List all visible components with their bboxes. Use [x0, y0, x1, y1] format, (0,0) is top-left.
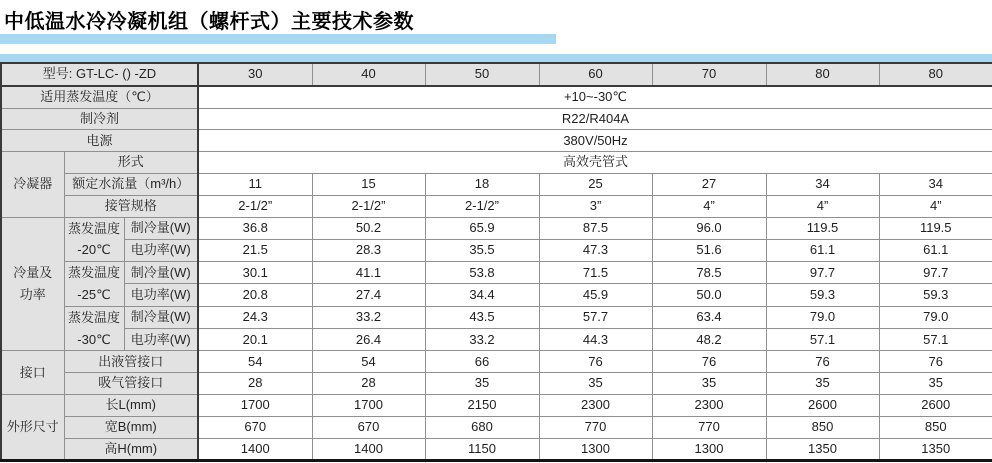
cool25-value-cell: 97.7	[766, 262, 879, 284]
pow30-value-cell: 20.1	[198, 329, 312, 351]
length-value-cell: 2150	[425, 394, 539, 416]
pipe-label: 接管规格	[64, 195, 198, 217]
cool30-value-cell: 79.0	[766, 306, 879, 328]
height-label: 高H(mm)	[64, 438, 198, 461]
power-label: 电功率(W)	[124, 239, 198, 261]
liquid-value-cell: 54	[198, 351, 312, 373]
model-header-cell: 50	[425, 63, 539, 86]
cool30-value-cell: 57.7	[539, 306, 652, 328]
power-label: 电功率(W)	[124, 284, 198, 306]
capacity-group-line1: 冷量及	[13, 265, 53, 281]
flow-value-cell: 15	[312, 173, 425, 195]
capacity-group-line2: 功率	[19, 286, 46, 302]
form-value: 高效壳管式	[198, 152, 992, 174]
flow-value-cell: 34	[766, 173, 879, 195]
liquid-value-cell: 66	[425, 351, 539, 373]
flow-value-cell: 34	[879, 173, 992, 195]
height-value-cell: 1350	[879, 438, 992, 461]
pow20-value-cell: 47.3	[539, 239, 652, 261]
pow25-value-cell: 50.0	[652, 284, 766, 306]
suction-value-cell: 35	[879, 373, 992, 395]
flow-value-cell: 11	[198, 173, 312, 195]
suction-value-cell: 35	[766, 373, 879, 395]
capacity-group-label	[1, 217, 64, 351]
row-condenser-form	[1, 152, 992, 174]
cool30-value-cell: 33.2	[312, 306, 425, 328]
power-label: 电功率(W)	[124, 329, 198, 351]
cool25-value-cell: 97.7	[879, 262, 992, 284]
row-refrigerant	[1, 108, 992, 130]
pow25-value-cell: 20.8	[198, 284, 312, 306]
height-value-cell: 1400	[198, 438, 312, 461]
height-value-cell: 1300	[539, 438, 652, 461]
length-value-cell: 1700	[312, 394, 425, 416]
cool20-value-cell: 119.5	[766, 217, 879, 239]
suction-value-cell: 28	[198, 373, 312, 395]
pow25-value-cell: 59.3	[766, 284, 879, 306]
pipe-value-cell: 4”	[766, 195, 879, 217]
evap-range-value: +10~-30℃	[198, 86, 992, 108]
cool25-value-cell: 41.1	[312, 262, 425, 284]
row-pow25	[1, 284, 992, 306]
row-cool25	[1, 262, 992, 284]
pow20-value-cell: 35.5	[425, 239, 539, 261]
evap-temp-20-value: -20℃	[77, 242, 111, 258]
pow20-value-cell: 21.5	[198, 239, 312, 261]
cool20-value-cell: 87.5	[539, 217, 652, 239]
width-value-cell: 770	[652, 416, 766, 438]
row-cool20	[1, 217, 992, 239]
width-label: 宽B(mm)	[64, 416, 198, 438]
liquid-value-cell: 76	[539, 351, 652, 373]
evap-temp-text: 蒸发温度	[67, 265, 120, 281]
interface-group-label: 接口	[1, 351, 64, 395]
row-liquid	[1, 351, 992, 373]
height-value-cell: 1300	[652, 438, 766, 461]
pow30-value-cell: 33.2	[425, 329, 539, 351]
evap-temp-20-label	[64, 217, 124, 262]
evap-temp-text: 蒸发温度	[67, 220, 120, 236]
row-width	[1, 416, 992, 438]
model-header-cell: 80	[879, 63, 992, 86]
power-supply-label: 电源	[1, 130, 198, 152]
row-models	[1, 63, 992, 86]
evap-temp-text: 蒸发温度	[67, 309, 120, 325]
liquid-value-cell: 54	[312, 351, 425, 373]
pipe-value-cell: 2-1/2”	[312, 195, 425, 217]
cooling-label: 制冷量(W)	[124, 306, 198, 328]
liquid-value-cell: 76	[652, 351, 766, 373]
model-header-cell: 80	[766, 63, 879, 86]
suction-value-cell: 35	[425, 373, 539, 395]
cool20-value-cell: 36.8	[198, 217, 312, 239]
height-value-cell: 1400	[312, 438, 425, 461]
evap-temp-25-label	[64, 262, 124, 307]
pow25-value-cell: 59.3	[879, 284, 992, 306]
pow20-value-cell: 28.3	[312, 239, 425, 261]
evap-range-label: 适用蒸发温度（℃）	[1, 86, 198, 108]
suction-label: 吸气管接口	[64, 373, 198, 395]
table-top-accent-bar	[0, 54, 992, 62]
cool20-value-cell: 50.2	[312, 217, 425, 239]
length-label: 长L(mm)	[64, 394, 198, 416]
pow30-value-cell: 44.3	[539, 329, 652, 351]
pow20-value-cell: 61.1	[879, 239, 992, 261]
model-header-cell: 40	[312, 63, 425, 86]
cooling-label: 制冷量(W)	[124, 217, 198, 239]
spec-table	[0, 62, 992, 462]
row-length	[1, 394, 992, 416]
pow30-value-cell: 57.1	[879, 329, 992, 351]
cool25-value-cell: 53.8	[425, 262, 539, 284]
row-suction	[1, 373, 992, 395]
cool20-value-cell: 119.5	[879, 217, 992, 239]
row-power-supply	[1, 130, 992, 152]
suction-value-cell: 35	[539, 373, 652, 395]
evap-temp-25-value: -25℃	[77, 286, 111, 302]
height-value-cell: 1150	[425, 438, 539, 461]
model-label: 型号: GT-LC- () -ZD	[1, 63, 198, 86]
pow30-value-cell: 57.1	[766, 329, 879, 351]
row-flow	[1, 173, 992, 195]
flow-label: 额定水流量（m³/h）	[64, 173, 198, 195]
cool20-value-cell: 96.0	[652, 217, 766, 239]
liquid-label: 出液管接口	[64, 351, 198, 373]
width-value-cell: 670	[198, 416, 312, 438]
length-value-cell: 2600	[879, 394, 992, 416]
flow-value-cell: 25	[539, 173, 652, 195]
row-height	[1, 438, 992, 461]
length-value-cell: 1700	[198, 394, 312, 416]
model-header-cell: 70	[652, 63, 766, 86]
width-value-cell: 770	[539, 416, 652, 438]
pipe-value-cell: 3”	[539, 195, 652, 217]
cooling-label: 制冷量(W)	[124, 262, 198, 284]
liquid-value-cell: 76	[766, 351, 879, 373]
height-value-cell: 1350	[766, 438, 879, 461]
width-value-cell: 850	[879, 416, 992, 438]
evap-temp-30-label	[64, 306, 124, 351]
flow-value-cell: 27	[652, 173, 766, 195]
row-pow20	[1, 239, 992, 261]
cool25-value-cell: 78.5	[652, 262, 766, 284]
cool30-value-cell: 43.5	[425, 306, 539, 328]
pipe-value-cell: 4”	[879, 195, 992, 217]
model-header-cell: 30	[198, 63, 312, 86]
pow20-value-cell: 51.6	[652, 239, 766, 261]
width-value-cell: 670	[312, 416, 425, 438]
refrigerant-label: 制冷剂	[1, 108, 198, 130]
row-pipe	[1, 195, 992, 217]
cool20-value-cell: 65.9	[425, 217, 539, 239]
cool30-value-cell: 79.0	[879, 306, 992, 328]
pow30-value-cell: 48.2	[652, 329, 766, 351]
row-evap-range	[1, 86, 992, 108]
refrigerant-value: R22/R404A	[198, 108, 992, 130]
cool30-value-cell: 24.3	[198, 306, 312, 328]
condenser-group-label: 冷凝器	[1, 152, 64, 217]
pow20-value-cell: 61.1	[766, 239, 879, 261]
power-supply-value: 380V/50Hz	[198, 130, 992, 152]
flow-value-cell: 18	[425, 173, 539, 195]
page-title: 中低温水冷冷凝机组（螺杆式）主要技术参数	[4, 11, 414, 33]
pow25-value-cell: 34.4	[425, 284, 539, 306]
width-value-cell: 850	[766, 416, 879, 438]
dims-group-label: 外形尺寸	[1, 394, 64, 460]
cool25-value-cell: 30.1	[198, 262, 312, 284]
row-pow30	[1, 329, 992, 351]
pow25-value-cell: 45.9	[539, 284, 652, 306]
length-value-cell: 2300	[652, 394, 766, 416]
cool30-value-cell: 63.4	[652, 306, 766, 328]
suction-value-cell: 28	[312, 373, 425, 395]
length-value-cell: 2600	[766, 394, 879, 416]
form-label: 形式	[64, 152, 198, 174]
pipe-value-cell: 2-1/2”	[198, 195, 312, 217]
liquid-value-cell: 76	[879, 351, 992, 373]
row-cool30	[1, 306, 992, 328]
pow25-value-cell: 27.4	[312, 284, 425, 306]
length-value-cell: 2300	[539, 394, 652, 416]
pipe-value-cell: 4”	[652, 195, 766, 217]
evap-temp-30-value: -30℃	[77, 331, 111, 347]
width-value-cell: 680	[425, 416, 539, 438]
suction-value-cell: 35	[652, 373, 766, 395]
model-header-cell: 60	[539, 63, 652, 86]
title-underline-bar	[0, 34, 556, 44]
pipe-value-cell: 2-1/2”	[425, 195, 539, 217]
cool25-value-cell: 71.5	[539, 262, 652, 284]
pow30-value-cell: 26.4	[312, 329, 425, 351]
